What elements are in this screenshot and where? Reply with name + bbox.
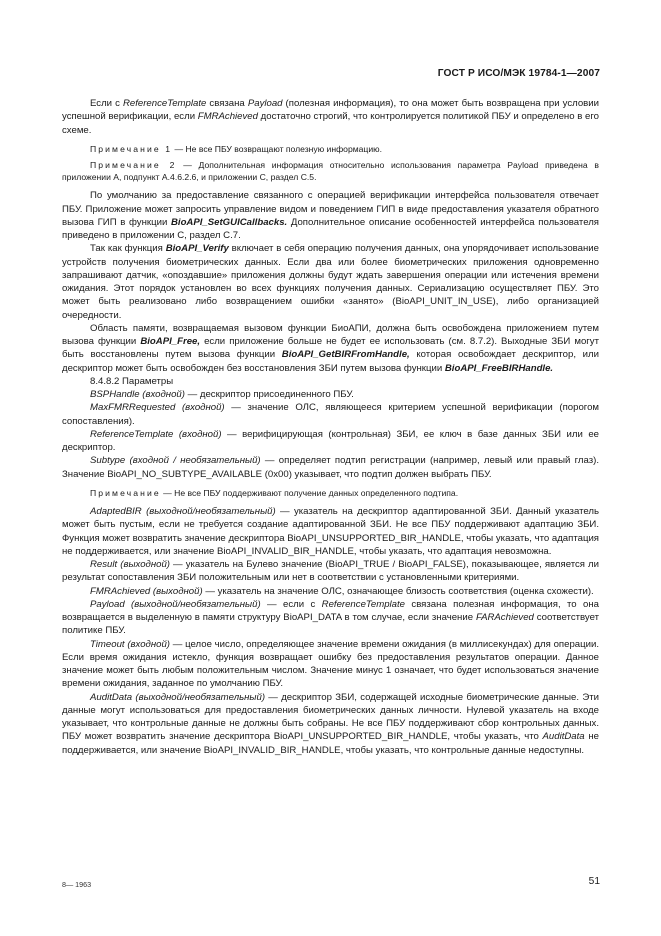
paragraph-serialization: Так как функция BioAPI_Verify включает в себя операцию получения данных, она упорядочивает использование устройств получения биометрических данных. Если два или более биометрических приложения одновременно запрашивают датчик, «опоздавшие» приложения должны будут ждать завершения операции или истечения времени ожидания. Этот порядок установлен во всех функциях получения данных. Сериализацию осуществляет ПБУ. Это может быть реализовано либо возвращением ошибки «занято» (BioAPI_UNIT_IN_USE), либо организацией очередности.	[62, 243, 599, 321]
page-number: 51	[588, 876, 600, 887]
paragraph-gui: По умолчанию за предоставление связанного с операцией верификации интерфейса пользователя отвечает ПБУ. Приложение может запросить управление видом и поведением ГИП в виде предоставления указателя обратного вызова ГИП в функции BioAPI_SetGUICallbacks. Дополнительное описание особенностей интерфейса пользователя приведено в приложении С, раздел С.7.	[62, 190, 599, 242]
note-2: Примечание 2 — Дополнительная информация относительно использования параметра Payload приведена в приложении А, подпункт А.4.6.2.6, и приложении С, раздел С.5.	[62, 159, 599, 183]
param-result: Result (выходной) — указатель на Булево значение (BioAPI_TRUE / BioAPI_FALSE), показывающее, является ли результат сопоставления ЗБИ положительным или нет в соответствии с установленными критериями.	[62, 559, 599, 584]
note-1: Примечание 1 — Не все ПБУ возвращают полезную информацию.	[90, 143, 382, 154]
note-subtype: Примечание — Не все ПБУ поддерживают получение данных определенного подтипа.	[90, 487, 459, 498]
param-auditdata: AuditData (выходной/необязательный) — дескриптор ЗБИ, содержащей исходные биометрические данные. Эти данные могут использоваться для предоставления биометрических данных личности. Нулевой указатель на входе указывает, что контрольные данные не должны быть собраны. Не все ПБУ поддерживают сбор контрольных данных. ПБУ может возвратить значение дескриптора BioAPI_UNSUPPORTED_BIR_HANDLE, чтобы указать, что AuditData не поддерживается, или значение BioAPI_INVALID_BIR_HANDLE, чтобы указать, что контрольные данные недоступны.	[62, 691, 599, 756]
param-adaptedbir: AdaptedBIR (выходной/необязательный) — указатель на дескриптор адаптированной ЗБИ. Данный указатель может быть пустым, если не требуется создание адаптированной ЗБИ. Не все ПБУ поддерживают адаптацию ЗБИ. Функция может возвратить значение дескриптора BioAPI_UNSUPPORTED_BIR_HANDLE, чтобы указать, что адаптация не поддерживается, или значение BioAPI_INVALID_BIR_HANDLE, чтобы указать, что адаптация невозможна.	[62, 506, 599, 557]
standard-header: ГОСТ Р ИСО/МЭК 19784-1—2007	[437, 68, 600, 79]
param-fmrachieved: FMRAchieved (выходной) — указатель на значение ОЛС, означающее близость соответствия (оценка схожести).	[90, 585, 594, 597]
param-payload: Payload (выходной/необязательный) — если с ReferenceTemplate связана полезная информация, то она возвращается в выделенную в памяти структуру BioAPI_DATA в том случае, если значение FARAchieved соответствует политике ПБУ.	[62, 598, 599, 637]
paragraph-payload-return: Если с ReferenceTemplate связана Payload (полезная информация), то она может быть возвращена при условии успешной верификации, если FMRAchieved достаточно строгий, что контролируется политикой ПБУ и определено в его схеме.	[62, 98, 599, 136]
param-bsphandle: BSPHandle (входной) — дескриптор присоединенного ПБУ.	[90, 389, 354, 401]
section-heading: 8.4.8.2 Параметры	[90, 375, 174, 387]
param-referencetemplate: ReferenceTemplate (входной) — верифицирующая (контрольная) ЗБИ, ее ключ в базе данных ЗБИ или ее дескриптор.	[62, 428, 599, 454]
print-code: 8— 1963	[62, 880, 92, 889]
page-body	[62, 97, 599, 757]
param-maxfmrrequested: MaxFMRRequested (входной) — значение ОЛС, являющееся критерием успешной верификации (порогом сопоставления).	[62, 402, 599, 427]
param-subtype: Subtype (входной / необязательный) — определяет подтип регистрации (например, левый или правый глаз). Значение BioAPI_NO_SUBTYPE_AVAILABLE (0x00) указывает, что подтип должен выбрать ПБУ.	[62, 455, 599, 480]
param-timeout: Timeout (входной) — целое число, определяющее значение времени ожидания (в миллисекундах) для операции. Если время ожидания истекло, функция возвращает ошибку без предоставления результатов операции. Данное значение может быть любым положительным числом. Значение минус 1 означает, что будет использоваться значение времени ожидания, заданное по умолчанию ПБУ.	[62, 638, 599, 690]
paragraph-memory: Область памяти, возвращаемая вызовом функции БиоАПИ, должна быть освобождена приложением путем вызова функции BioAPI_Free, если приложение больше не будет ее использовать (см. 8.7.2). Выходные ЗБИ могут быть восстановлены путем вызова функции BioAPI_GetBIRFromHandle, которая освобождает дескриптор, или дескриптор может быть освобожден без восстановления ЗБИ путем вызова функции BioAPI_FreeBIRHandle.	[62, 322, 600, 374]
